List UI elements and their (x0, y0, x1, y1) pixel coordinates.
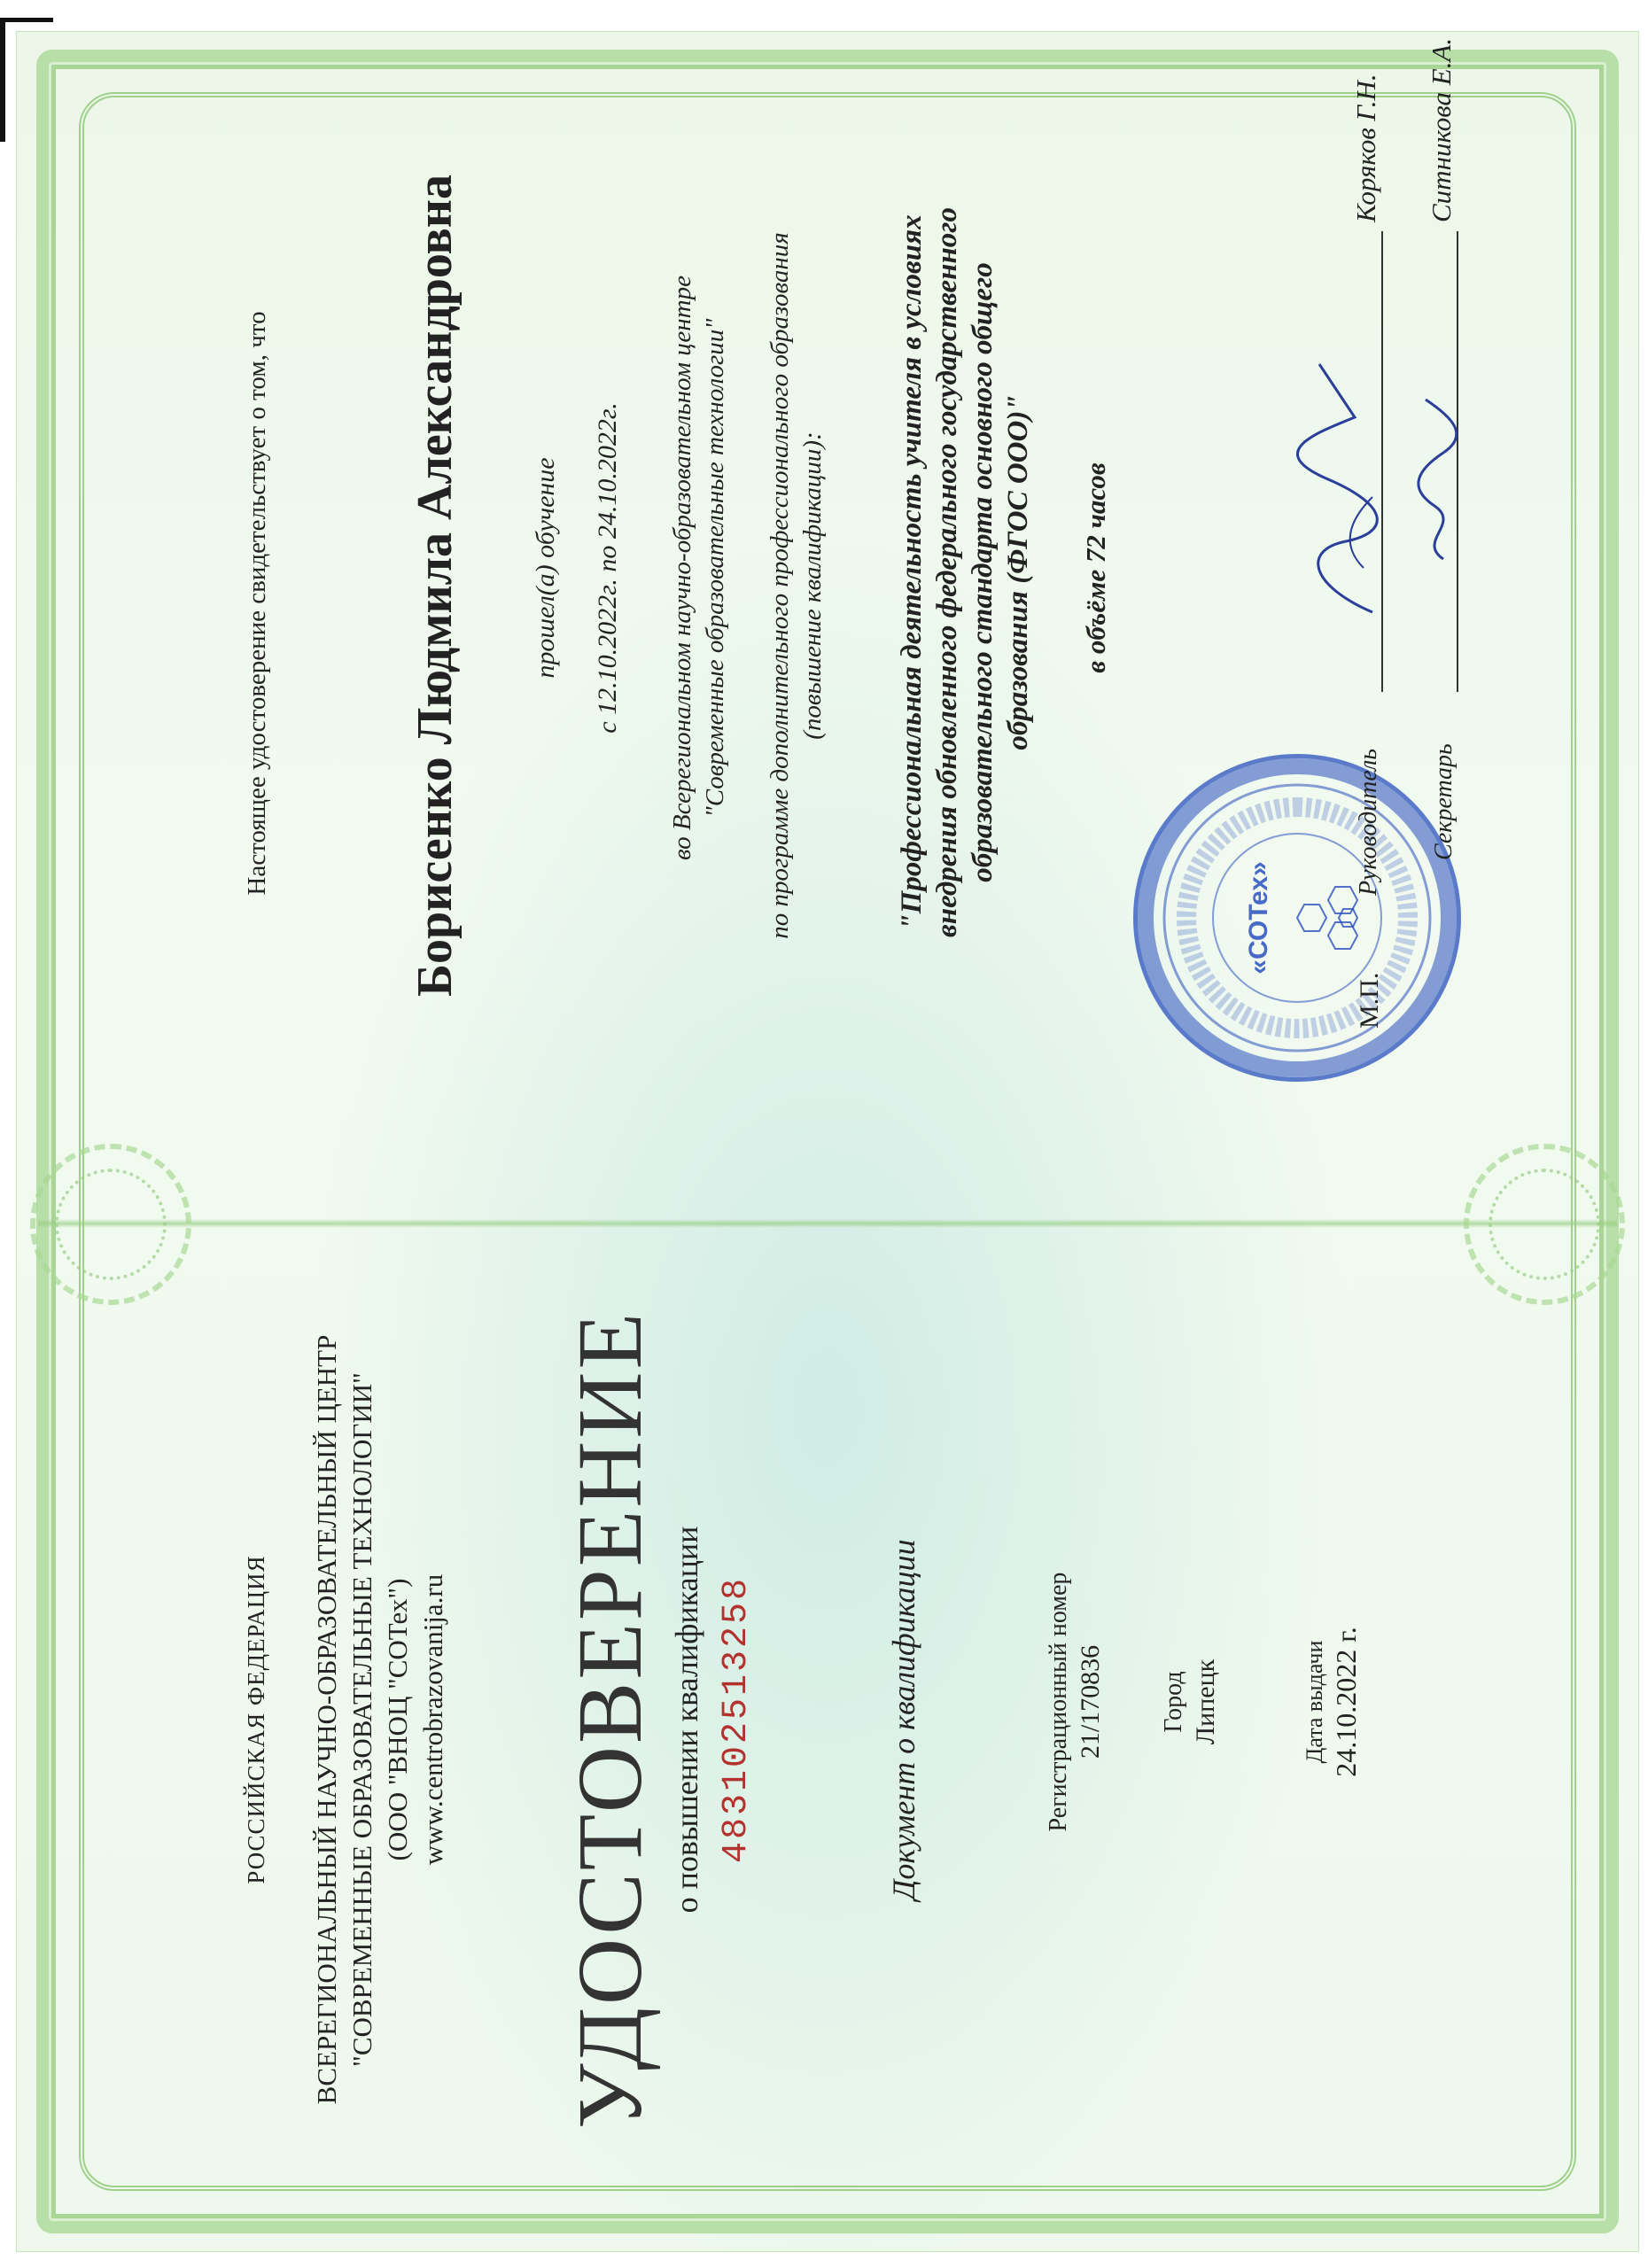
document-type: Документ о квалификации (886, 1539, 921, 1900)
organization-name-line1: ВСЕРЕГИОНАЛЬНЫЙ НАУЧНО-ОБРАЗОВАТЕЛЬНЫЙ ЦЕНТР (311, 1334, 342, 2105)
document-title: УДОСТОВЕРЕНИЕ (559, 1309, 661, 2130)
course-hours: в объёме 72 часов (1080, 462, 1111, 673)
program-line1: по программе дополнительного профессионального образования (766, 232, 794, 939)
organization-block (309, 1294, 451, 2145)
document-subtitle: о повышении квалификации (669, 1526, 704, 1914)
certificate-intro: Настоящее удостоверение свидетельствует о том, что (243, 311, 271, 896)
city-value: Липецк (1191, 1658, 1220, 1745)
organization-stamp (1133, 754, 1461, 1082)
institution-line1: во Всерегиональном научно-образовательном центре (668, 275, 696, 861)
city-label: Город (1160, 1671, 1187, 1733)
stamp-brand: «СОТех» (1244, 861, 1273, 975)
course-title-line1: "Профессиональная деятельность учителя в условиях (896, 214, 928, 930)
issue-date-label: Дата выдачи (1302, 1640, 1327, 1764)
certificate-cover-half (17, 1144, 1638, 2251)
head-signature-icon (1293, 355, 1399, 621)
head-name: Коряков Г.Н. (1350, 74, 1381, 222)
head-role-label: Руководитель (1355, 748, 1382, 896)
registration-number-label: Регистрационный номер (1045, 1572, 1072, 1832)
program-line2: (повышение квалификации): (798, 431, 827, 740)
secretary-role-label: Секретарь (1430, 743, 1458, 860)
scan-edge-mark-top (0, 18, 53, 22)
holder-full-name: Борисенко Людмила Александровна (408, 174, 463, 998)
certificate-content (17, 32, 1638, 2251)
course-title (894, 72, 1036, 1073)
organization-short-name: (ООО "ВНОЦ "СОТех") (382, 1578, 413, 1861)
stamp-place-mark: М.П. (1355, 972, 1384, 1029)
registration-number-value: 21/170836 (1076, 1644, 1105, 1759)
training-period: с 12.10.2022г. по 24.10.2022г. (593, 402, 622, 734)
course-title-line3: образовательного стандарта основного общего (967, 262, 999, 882)
organization-name-line2: "СОВРЕМЕННЫЕ ОБРАЗОВАТЕЛЬНЫЕ ТЕХНОЛОГИИ" (346, 1372, 377, 2067)
country-name: РОССИЙСКАЯ ФЕДЕРАЦИЯ (243, 1555, 269, 1884)
course-title-line4: образования (ФГОС ООО)" (1002, 394, 1034, 750)
certificate-sheet (16, 31, 1639, 2252)
secretary-signature-icon (1399, 391, 1470, 568)
secretary-name: Ситникова Е.А. (1426, 37, 1457, 222)
completed-training-text: прошел(а) обучение (531, 457, 560, 679)
organization-website: www.centrobrazovanija.ru (417, 1573, 448, 1866)
document-number: 483102513258 (717, 1575, 757, 1864)
course-title-line2: внедрения обновленного федерального государственного (931, 207, 963, 937)
institution-line2: "Современные образовательные технологии" (701, 318, 729, 818)
scan-edge-mark (0, 18, 5, 142)
issue-date-value: 24.10.2022 г. (1330, 1627, 1362, 1777)
